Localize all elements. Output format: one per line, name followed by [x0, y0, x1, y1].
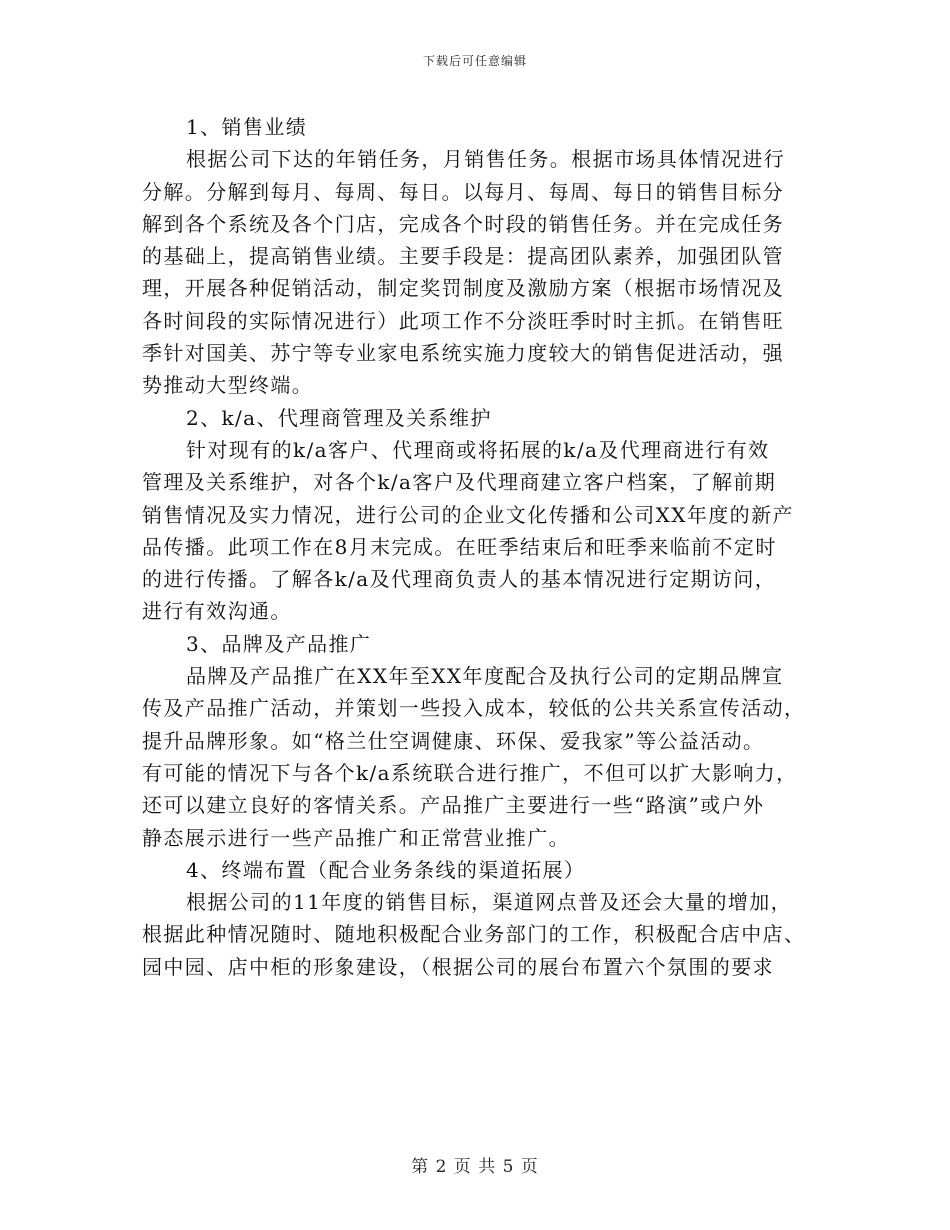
text-line: 的基础上，提高销售业绩。主要手段是：提高团队素养，加强团队管: [142, 244, 784, 269]
text-line: 势推动大型终端。: [142, 373, 314, 398]
text-line: 园中园、店中柜的形象建设，（根据公司的展台布置六个氛围的要求: [142, 954, 774, 979]
text-line: 1、销售业绩: [186, 115, 308, 139]
text-line: 的进行传播。了解各k/a及代理商负责人的基本情况进行定期访问，: [142, 567, 777, 592]
text-line: 传及产品推广活动，并策划一些投入成本，较低的公共关系宣传活动，: [142, 696, 806, 721]
text-line: 各时间段的实际情况进行）此项工作不分淡旺季时时主抓。在销售旺: [142, 308, 784, 333]
page-header: 下载后可任意编辑: [422, 54, 527, 68]
text-line: 静态展示进行一些产品推广和正常营业推广。: [142, 825, 570, 850]
text-line: 品牌及产品推广在XX年至XX年度配合及执行公司的定期品牌宣: [186, 664, 784, 689]
text-line: 有可能的情况下与各个k/a系统联合进行推广，不但可以扩大影响力，: [142, 760, 798, 785]
text-line: 根据公司的11年度的销售目标，渠道网点普及还会大量的增加，: [186, 890, 793, 915]
text-line: 3、品牌及产品推广: [186, 631, 372, 656]
text-line: 根据公司下达的年销任务，月销售任务。根据市场具体情况进行: [186, 147, 786, 172]
text-line: 根据此种情况随时、随地积极配合业务部门的工作，积极配合店中店、: [142, 922, 806, 947]
page-footer: 第 2 页 共 5 页: [411, 1157, 539, 1177]
text-line: 4、终端布置（配合业务条线的渠道拓展）: [186, 857, 586, 882]
text-line: 品传播。此项工作在8月末完成。在旺季结束后和旺季来临前不定时: [142, 534, 777, 559]
text-line: 进行有效沟通。: [142, 599, 292, 624]
text-line: 理，开展各种促销活动，制定奖罚制度及激励方案（根据市场情况及: [142, 276, 784, 301]
text-line: 2、k/a、代理商管理及关系维护: [186, 405, 492, 430]
text-line: 还可以建立良好的客情关系。产品推广主要进行一些“路演”或户外: [142, 793, 765, 818]
text-line: 针对现有的k/a客户、代理商或将拓展的k/a及代理商进行有效: [186, 437, 770, 462]
text-line: 季针对国美、苏宁等专业家电系统实施力度较大的销售促进活动，强: [142, 341, 784, 366]
document-body: [142, 111, 806, 983]
text-line: 提升品牌形象。如“格兰仕空调健康、环保、爱我家”等公益活动。: [142, 728, 765, 753]
text-line: 解到各个系统及各个门店，完成各个时段的销售任务。并在完成任务: [142, 211, 784, 236]
text-line: 管理及关系维护，对各个k/a客户及代理商建立客户档案，了解前期: [142, 470, 777, 495]
text-line: 销售情况及实力情况，进行公司的企业文化传播和公司XX年度的新产: [142, 502, 794, 527]
text-line: 分解。分解到每月、每周、每日。以每月、每周、每日的销售目标分: [142, 179, 784, 204]
